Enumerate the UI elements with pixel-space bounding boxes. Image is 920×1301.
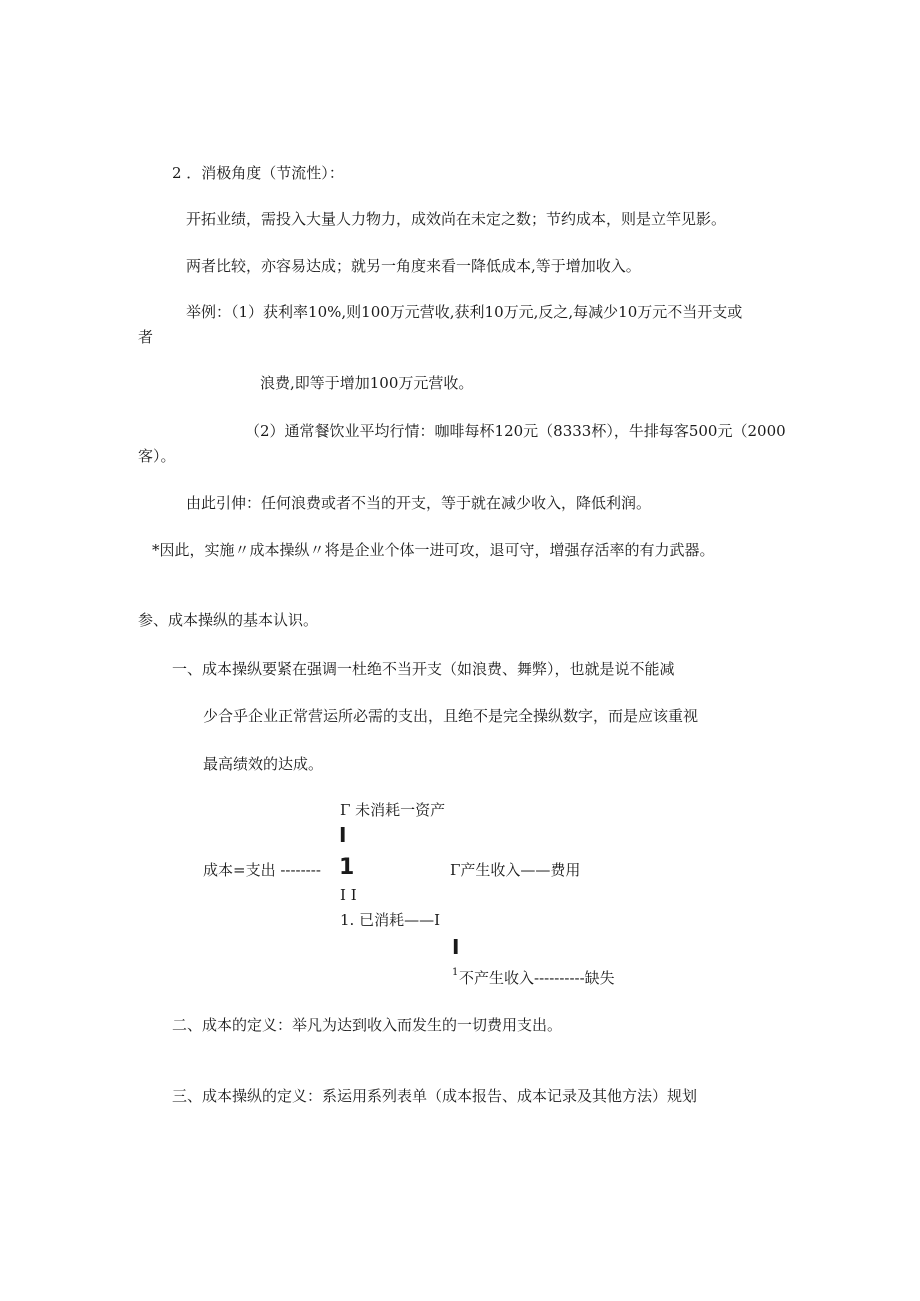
paragraph-comparison: 两者比较，亦容易达成；就另一角度来看一降低成本,等于增加收入。 (186, 257, 641, 275)
example-1-line-1: 举例：（1）获利率10%,则100万元营收,获利10万元,反之,每减少10万元不当开支或 (186, 303, 743, 321)
paragraph-conclusion: *因此，实施〃成本操纵〃将是企业个体一进可攻，退可守，增强存活率的有力武器。 (152, 541, 715, 559)
diagram-vertical-bar-2: I (452, 935, 460, 959)
diagram-cost-equals-expense: 成本=支出 -------- (203, 861, 321, 879)
diagram-unconsumed-asset: Γ 未消耗一资产 (340, 801, 446, 819)
item-1-line-1: 一、成本操纵要紧在强调一杜绝不当开支（如浪费、舞弊），也就是说不能减 (172, 660, 675, 678)
diagram-consumed: 1. 已消耗——I (340, 911, 441, 929)
section-heading-basic-understanding: 参、成本操纵的基本认识。 (138, 611, 319, 629)
diagram-superscript-mark: 1 (452, 967, 459, 978)
example-1-line-2: 者 (138, 328, 154, 346)
item-1-line-2: 少合乎企业正常营运所必需的支出，且绝不是完全操纵数字，而是应该重视 (203, 707, 699, 725)
diagram-branch-mark: 1 (339, 855, 355, 880)
item-3-cost-control-definition: 三、成本操纵的定义：系运用系列表单（成本报告、成本记录及其他方法）规划 (172, 1087, 698, 1105)
paragraph-expand-business: 开拓业绩，需投入大量人力物力，成效尚在未定之数；节约成本，则是立竿见影。 (186, 210, 727, 228)
diagram-no-income-loss: 不产生收入----------缺失 (459, 969, 615, 987)
diagram-ii-marks: I I (340, 886, 357, 904)
example-1-line-3: 浪费,即等于增加100万元营收。 (260, 374, 474, 392)
section-heading-negative-angle: 2 ．消极角度（节流性）： (172, 164, 344, 182)
diagram-vertical-bar-1: I (339, 823, 347, 847)
example-2-line-2: 客）。 (138, 447, 176, 465)
item-1-line-3: 最高绩效的达成。 (203, 755, 324, 773)
paragraph-inference: 由此引伸：任何浪费或者不当的开支，等于就在减少收入，降低利润。 (186, 494, 652, 512)
example-2-line-1: （2）通常餐饮业平均行情：咖啡每杯120元（8333杯），牛排每客500元（2000 (245, 422, 786, 440)
item-2-cost-definition: 二、成本的定义：举凡为达到收入而发生的一切费用支出。 (172, 1016, 563, 1034)
diagram-income-expense: Γ产生收入——费用 (450, 861, 581, 879)
